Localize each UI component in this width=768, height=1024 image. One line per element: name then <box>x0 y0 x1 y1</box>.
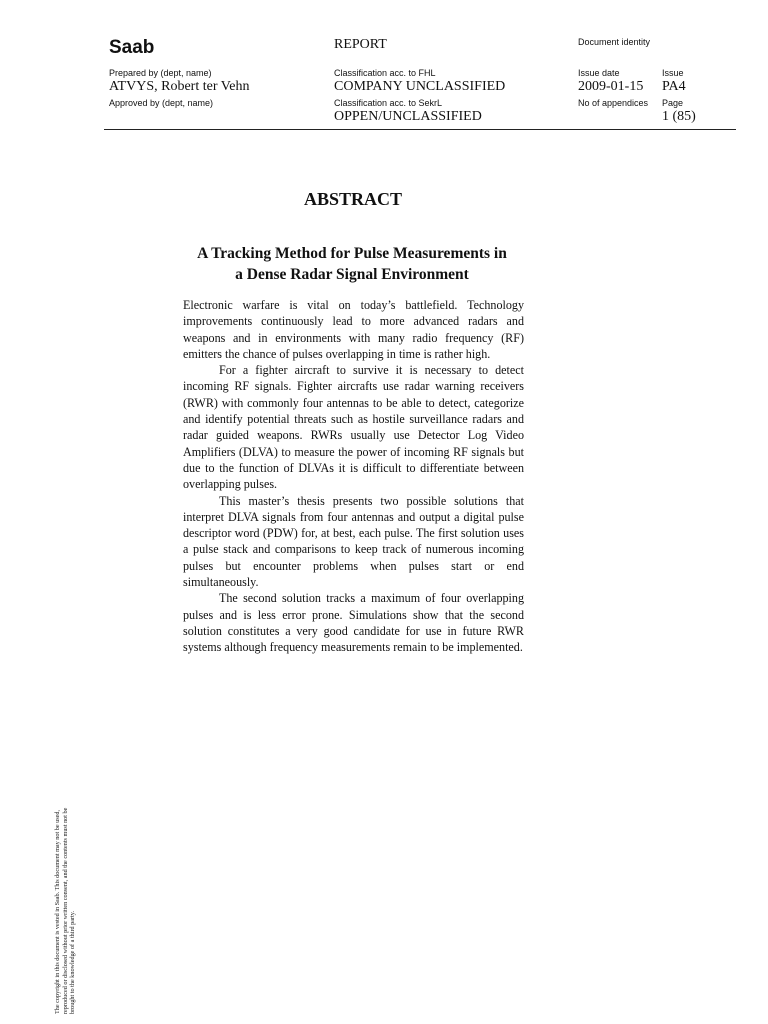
document-type: REPORT <box>334 37 387 52</box>
prepared-by-label: Prepared by (dept, name) <box>109 68 212 78</box>
issue-value: PA4 <box>662 79 686 94</box>
copyright-notice <box>54 804 77 1014</box>
company-name: Saab <box>109 37 155 58</box>
approved-by-label: Approved by (dept, name) <box>109 98 214 108</box>
abstract-heading: ABSTRACT <box>303 189 403 209</box>
thesis-title-line-2: a Dense Radar Signal Environment <box>235 266 469 283</box>
no-of-appendices-label: No of appendices <box>578 98 649 108</box>
abstract-paragraph: This master’s thesis presents two possible solutions that interpret DLVA signals from four antennas and output a digital pulse descriptor word (PDW) for, at best, each pulse. The first solution uses a pulse stack and comparisons to keep track of numerous incoming pulses but encounter problems when pulses start or end simultaneously. <box>183 493 524 590</box>
copyright-line-3: brought to the knowledge of a third party. <box>69 910 76 1014</box>
document-identity-label: Document identity <box>578 37 651 47</box>
thesis-title-line-1: A Tracking Method for Pulse Measurements in <box>197 245 507 262</box>
prepared-by-value: ATVYS, Robert ter Vehn <box>109 79 250 94</box>
copyright-line-2: reproduced or disclosed without prior written consent, and the contents must not be <box>61 807 69 1014</box>
abstract-paragraph: Electronic warfare is vital on today’s battlefield. Technology improvements continuously lead to more advanced radars and weapons and in environments with many radio frequency (RF) emitters the chance of pulses overlapping in time is rather high. <box>183 298 524 361</box>
classification-sekrl-label: Classification acc. to SekrL <box>334 98 443 108</box>
classification-fhl-label: Classification acc. to FHL <box>334 68 436 78</box>
header-divider <box>104 129 736 130</box>
thesis-title <box>170 243 534 285</box>
issue-date-value: 2009-01-15 <box>578 79 644 94</box>
abstract-paragraph: The second solution tracks a maximum of four overlapping pulses and is less error prone. Simulations show that the second solution constitutes a very good candidate for use in future RWR systems although frequency measurements remain to be implemented. <box>183 591 524 655</box>
classification-sekrl-value: OPPEN/UNCLASSIFIED <box>334 109 482 124</box>
page-value: 1 (85) <box>662 109 696 124</box>
abstract-paragraph: For a fighter aircraft to survive it is necessary to detect incoming RF signals. Fighter aircrafts use radar warning receivers (RWR) with commonly four antennas to be able to detect, categorize and identify potential threats such as hostile surveillance radars and radar guided weapons. RWRs usually use Detector Log Video Amplifiers (DLVA) to measure the power of incoming RF signals but due to the function of DLVAs it is difficult to differentiate between overlapping pulses. <box>183 363 524 492</box>
page-label: Page <box>662 98 684 108</box>
issue-label: Issue <box>662 68 684 78</box>
issue-date-label: Issue date <box>578 68 620 78</box>
copyright-line-1: The copyright in this document is vested in Saab. This document may not be used, <box>54 809 61 1014</box>
classification-fhl-value: COMPANY UNCLASSIFIED <box>334 79 506 94</box>
abstract-body <box>183 297 524 656</box>
